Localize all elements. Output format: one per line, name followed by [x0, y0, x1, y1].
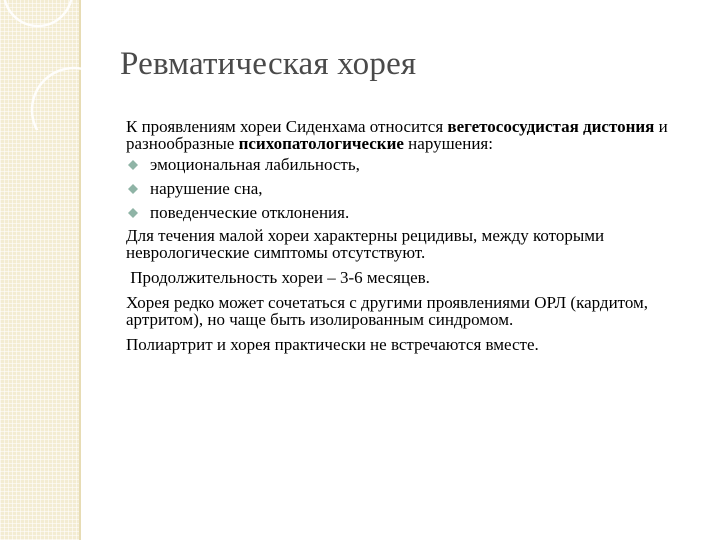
bullet-icon: [128, 208, 138, 213]
intro-text-1: К проявлениям хореи Сиденхама относится: [126, 117, 448, 136]
paragraph-polyarthritis: Полиартрит и хорея практически не встречаются вместе.: [126, 335, 539, 354]
intro-text-3: нарушения:: [403, 134, 493, 153]
list-item-text: поведенческие отклонения.: [150, 203, 350, 222]
paragraph-relapses: Для течения малой хореи характерны рецидивы, между которыми неврологические симптомы отсутствуют.: [126, 226, 605, 262]
list-item: [126, 156, 701, 173]
list-item: [126, 204, 701, 221]
slide-title: Ревматическая хорея: [120, 46, 417, 82]
intro-bold-1: вегетососудистая дистония: [447, 117, 655, 136]
list-item: [126, 180, 701, 197]
decorative-circles: [0, 0, 110, 130]
paragraph-duration: Продолжительность хореи – 3-6 месяцев.: [126, 268, 430, 287]
slide-body: [126, 118, 701, 357]
intro-bold-2: психопатологические: [238, 134, 404, 153]
intro-text-2: и разнообразные: [126, 117, 668, 153]
list-item-text: нарушение сна,: [150, 179, 263, 198]
list-item-text: эмоциональная лабильность,: [150, 155, 360, 174]
bullet-icon: [128, 160, 138, 165]
paragraph-combination: Хорея редко может сочетаться с другими проявлениями ОРЛ (кардитом, артритом), но чаще быть изолированным синдромом.: [126, 293, 649, 329]
intro-paragraph: [126, 118, 701, 152]
symptom-list: [126, 156, 701, 221]
bullet-icon: [128, 184, 138, 189]
